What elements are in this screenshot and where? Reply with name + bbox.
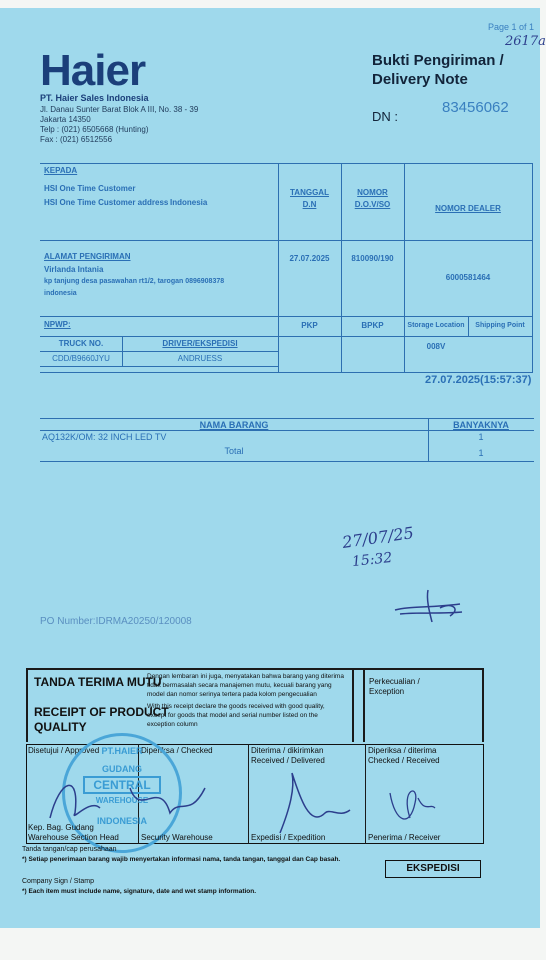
alamat-country: indonesia [44, 290, 77, 297]
driver-value: ANDRUESS [177, 354, 223, 363]
receipt-text: With this receipt declare the goods received with good quality, except for goods that model and serial number listed on the exception column [147, 703, 325, 728]
alamat-label: ALAMAT PENGIRIMAN [44, 252, 131, 261]
footer-note-3: Company Sign / Stamp [22, 878, 94, 885]
bpkp-label: BPKP [361, 321, 384, 330]
shipping-label: Shipping Point [475, 322, 525, 329]
tanggal-label: TANGGAL [290, 188, 329, 197]
nomor-sub: D.O.V/SO [354, 200, 391, 209]
handwritten-time: 15:32 [351, 549, 394, 571]
dealer-label: NOMOR DEALER [435, 204, 501, 213]
company-telp: Telp : (021) 6505668 (Hunting) [40, 125, 149, 134]
sig-expedition: Expedisi / Expedition [251, 833, 326, 842]
storage-value: 008V [426, 342, 446, 351]
tanggal-sub: D.N [302, 200, 317, 209]
item-name: AQ132K/OM: 32 INCH LED TV [42, 432, 167, 442]
nama-barang-header: NAMA BARANG [199, 420, 269, 430]
doc-title-1: Bukti Pengiriman / [372, 52, 504, 69]
tanda-terima-text: Dengan lembaran ini juga, menyatakan bahwa barang yang diterima tidak bermasalah secara manajemen mutu, kecuali barang yang model dan nomor serinya tertera pada kolom pengecualian [147, 673, 344, 698]
sig-received-label-2: Received / Delivered [251, 756, 325, 765]
sig-section-head-1: Kep. Bag. Gudang [28, 823, 94, 832]
company-name: PT. Haier Sales Indonesia [40, 93, 149, 103]
page-number: Page 1 of 1 [488, 22, 535, 32]
kepada-line-2: HSI One Time Customer address [44, 198, 169, 207]
npwp-label: NPWP: [44, 320, 71, 329]
sig-approved-label: Disetujui / Approved [28, 746, 100, 755]
nomor-label: NOMOR [357, 188, 388, 197]
perkecualian-1: Perkecualian / [369, 677, 420, 686]
receipt-title-2: QUALITY [34, 720, 87, 734]
company-address-2: Jakarta 14350 [40, 115, 91, 124]
ekspedisi-badge: EKSPEDISI [385, 860, 481, 878]
footer-note-2: *) Setiap penerimaan barang wajib menyertakan informasi nama, tanda tangan, tanggal dan Cap basah. [22, 856, 341, 863]
print-timestamp: 27.07.2025(15:57:37) [425, 374, 532, 386]
perkecualian-2: Exception [369, 687, 405, 696]
footer-note-1: Tanda tangan/cap perusahaan [22, 846, 117, 853]
sig-checked-label: Diperiksa / Checked [141, 746, 213, 755]
company-fax: Fax : (021) 6512556 [40, 135, 113, 144]
handwritten-note-top: 2617a [505, 34, 546, 49]
nomor-value: 810090/190 [351, 254, 394, 263]
total-qty: 1 [478, 448, 484, 458]
truck-value: CDD/B9660JYU [52, 354, 110, 363]
tanggal-value: 27.07.2025 [289, 254, 330, 263]
sig-receiver-label-2: Checked / Received [368, 756, 440, 765]
alamat-line: kp tanjung desa pasawahan rt1/2, tarogan 0896908378 [44, 278, 225, 285]
kepada-country: Indonesia [170, 198, 208, 207]
signature-approved [40, 768, 240, 828]
pkp-label: PKP [301, 321, 318, 330]
sig-receiver: Penerima / Receiver [368, 833, 441, 842]
warehouse-stamp: PT.HAIER GUDANG CENTRAL WAREHOUSE INDONESIA [62, 733, 182, 853]
handwritten-date: 27/07/25 [341, 523, 415, 552]
receipt-title-1: RECEIPT OF PRODUCT [34, 705, 169, 719]
alamat-name: Virlanda Intania [44, 265, 104, 274]
total-label: Total [224, 446, 244, 456]
signature-delivered [270, 768, 360, 838]
signature-scribble-top [390, 588, 470, 628]
dn-label: DN : [372, 109, 398, 124]
dn-number: 83456062 [442, 99, 509, 116]
dealer-value: 6000581464 [445, 273, 491, 282]
tanda-terima-title: TANDA TERIMA MUTU [34, 675, 162, 689]
item-qty: 1 [478, 432, 484, 442]
sig-received-label-1: Diterima / dikirimkan [251, 746, 324, 755]
delivery-note-page [0, 8, 546, 928]
doc-title-2: Delivery Note [372, 71, 468, 88]
company-address-1: Jl. Danau Sunter Barat Blok A III, No. 38 - 39 [40, 105, 199, 114]
haier-logo: Haier [40, 46, 146, 95]
po-number: PO Number:IDRMA20250/120008 [40, 616, 192, 627]
storage-label: Storage Location [407, 322, 465, 329]
truck-label: TRUCK NO. [58, 339, 104, 348]
kepada-line-1: HSI One Time Customer [44, 184, 136, 193]
sig-section-head-2: Warehouse Section Head [28, 833, 119, 842]
driver-label: DRIVER/EKSPEDISI [162, 339, 238, 348]
footer-note-4: *) Each item must include name, signature, date and wet stamp information. [22, 888, 257, 895]
sig-security-warehouse: Security Warehouse [141, 833, 213, 842]
banyaknya-header: BANYAKNYA [453, 420, 509, 430]
kepada-label: KEPADA [44, 166, 78, 175]
signature-receiver [380, 773, 440, 833]
sig-receiver-label-1: Diperiksa / diterima [368, 746, 437, 755]
